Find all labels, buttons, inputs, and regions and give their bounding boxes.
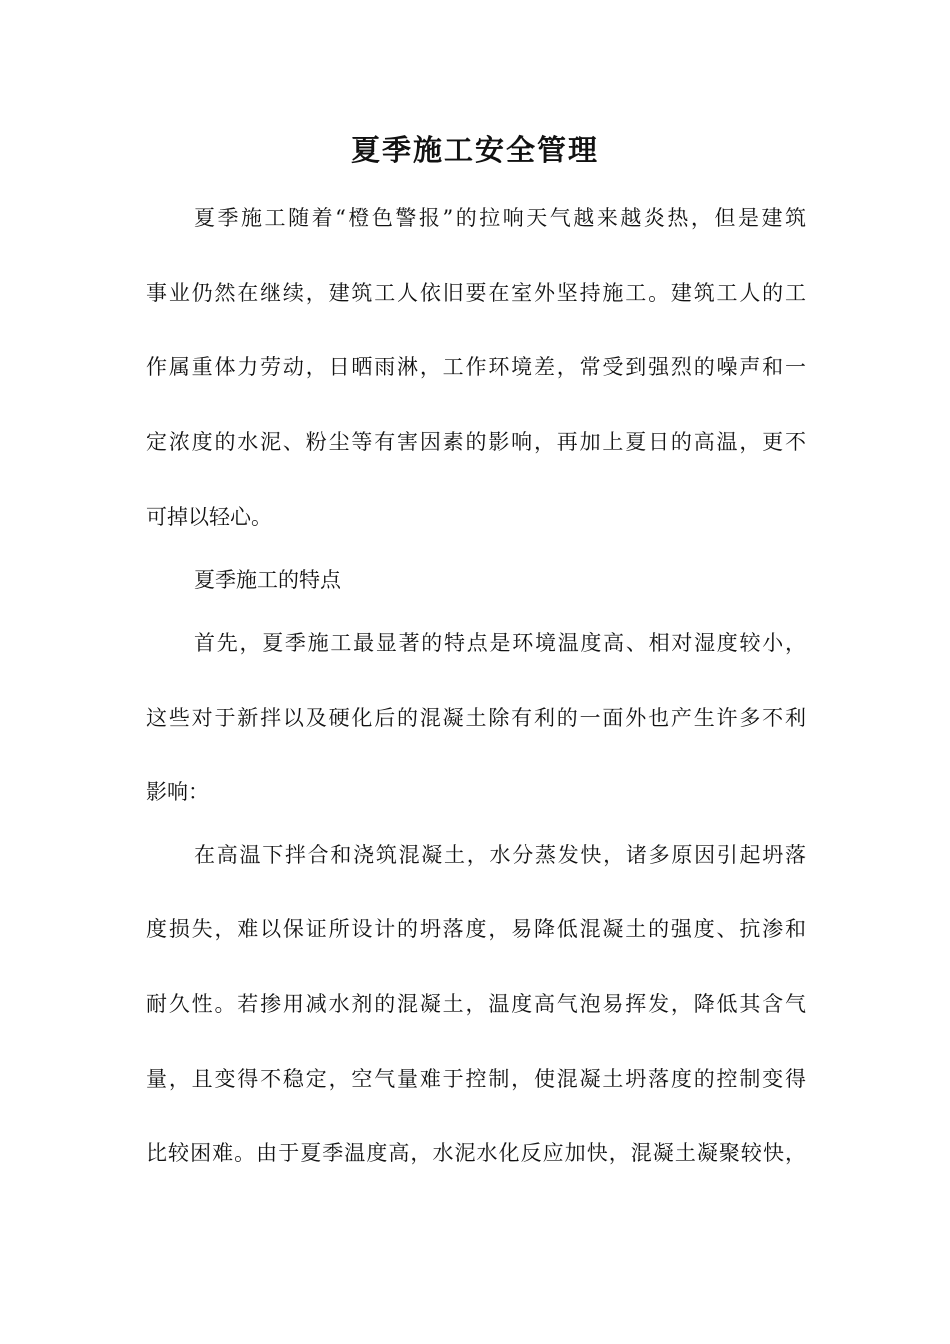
body-line-3: 作属重体力劳动，日晒雨淋，工作环境差，常受到强烈的噪声和一 bbox=[146, 355, 806, 379]
document-title: 夏季施工安全管理 bbox=[350, 133, 599, 167]
body-line-5: 可掉以轻心。 bbox=[146, 505, 272, 529]
body-line-4: 定浓度的水泥、粉尘等有害因素的影响，再加上夏日的高温，更不 bbox=[146, 430, 806, 454]
body-line-13: 量，且变得不稳定，空气量难于控制，使混凝土坍落度的控制变得 bbox=[146, 1067, 806, 1091]
body-line-2: 事业仍然在继续，建筑工人依旧要在室外坚持施工。建筑工人的工 bbox=[146, 281, 806, 305]
body-line-8: 这些对于新拌以及硬化后的混凝土除有利的一面外也产生许多不利 bbox=[146, 706, 806, 730]
body-line-11: 度损失，难以保证所设计的坍落度，易降低混凝土的强度、抗渗和 bbox=[146, 917, 806, 941]
body-line-14: 比较困难。由于夏季温度高，水泥水化反应加快，混凝土凝聚较快， bbox=[146, 1141, 806, 1165]
section-heading: 夏季施工的特点 bbox=[194, 568, 341, 592]
body-line-9: 影响： bbox=[146, 780, 209, 804]
body-line-1: 夏季施工随着“橙色警报”的拉响天气越来越炎热，但是建筑 bbox=[194, 206, 806, 230]
body-line-10: 在高温下拌合和浇筑混凝土，水分蒸发快，诸多原因引起坍落 bbox=[194, 843, 806, 867]
body-line-7: 首先，夏季施工最显著的特点是环境温度高、相对湿度较小， bbox=[194, 631, 806, 655]
body-line-12: 耐久性。若掺用减水剂的混凝土，温度高气泡易挥发，降低其含气 bbox=[146, 992, 806, 1016]
